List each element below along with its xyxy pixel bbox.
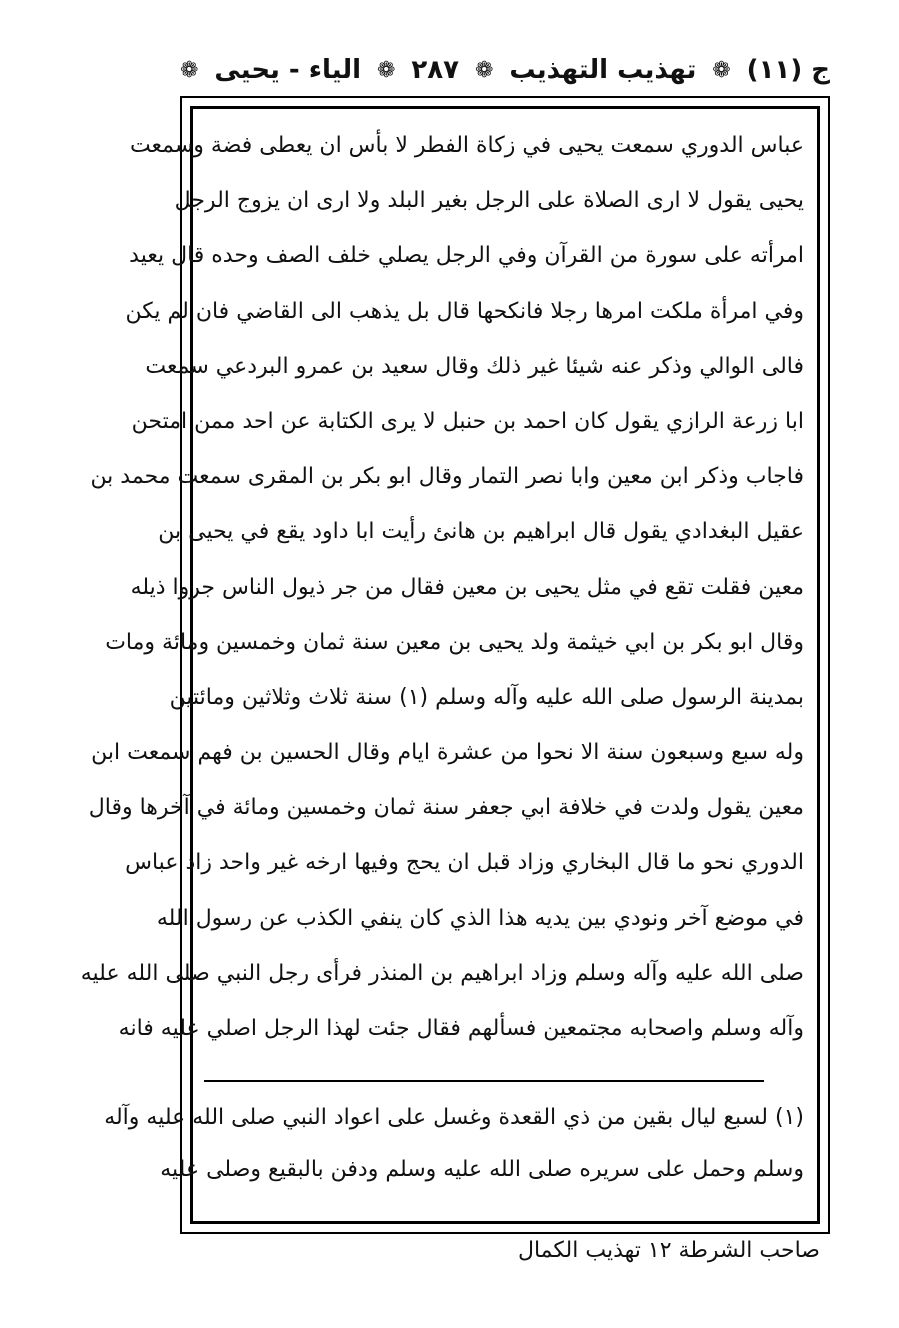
ornament-icon: ❁ [180,57,199,83]
footnote-line: وسلم وحمل على سريره صلى الله عليه وسلم ودفن بالبقيع وصلى عليه [160,1157,804,1182]
page-number: ٢٨٧ [411,55,459,85]
text-line: معين فقلت تقع في مثل يحيى بن معين فقال من جر ذيول الناس جروا ذيله [130,574,804,600]
text-line: الدوري نحو ما قال البخاري وزاد قبل ان يحج وفيها ارخه غير واحد زاد عباس [125,850,804,876]
text-line: وقال ابو بكر بن ابي خيثمة ولد يحيى بن معين سنة ثمان وخمسين ومائة ومات [105,629,804,655]
text-line: وفي امرأة ملكت امرها رجلا فانكحها قال بل يذهب الى القاضي فان لم يكن [125,298,804,324]
footnote-divider [204,1080,764,1082]
text-line: بمدينة الرسول صلى الله عليه وآله وسلم (١) سنة ثلاث وثلاثين ومائتين [169,684,804,710]
main-text [80,118,804,1056]
text-line: عقيل البغدادي يقول قال ابراهيم بن هانئ رأيت ابا داود يقع في يحيى بن [158,519,804,545]
running-header [180,48,830,92]
text-line: امرأته على سورة من القرآن وفي الرجل يصلي خلف الصف وحده قال يعيد [129,243,804,269]
text-line: ابا زرعة الرازي يقول كان احمد بن حنبل لا يرى الكتابة عن احد ممن امتحن [131,408,804,434]
ornament-icon: ❁ [377,57,396,83]
volume-number: ج (١١) [746,55,830,85]
footnote [104,1092,804,1196]
ornament-icon: ❁ [712,57,731,83]
text-line: عباس الدوري سمعت يحيى في زكاة الفطر لا بأس ان يعطى فضة وسمعت [129,133,804,158]
text-line: وله سبع وسبعون سنة الا نحوا من عشرة ايام وقال الحسين بن فهم سمعت ابن [91,740,804,766]
section-title: الياء - يحيى [214,55,362,85]
text-line: يحيى يقول لا ارى الصلاة على الرجل بغير البلد ولا ارى ان يزوج الرجل [174,188,804,214]
text-line: في موضع آخر ونودي بين يديه هذا الذي كان ينفي الكذب عن رسول الله [156,905,804,931]
text-line: فاجاب وذكر ابن معين وابا نصر التمار وقال ابو بكر بن المقرى سمعت محمد بن [90,464,804,490]
text-line: وآله وسلم واصحابه مجتمعين فسألهم فقال جئت لهذا الرجل اصلي عليه فانه [118,1016,804,1041]
text-line: فالى الوالي وذكر عنه شيئا غير ذلك وقال سعيد بن عمرو البردعي سمعت [145,353,804,379]
footnote-line: (١) لسبع ليال بقين من ذي القعدة وغسل على اعواد النبي صلى الله عليه وآله [104,1105,804,1130]
text-line: صلى الله عليه وآله وسلم وزاد ابراهيم بن المنذر فرأى رجل النبي صلى الله عليه [80,960,804,986]
text-line: معين يقول ولدت في خلافة ابي جعفر سنة ثمان وخمسين ومائة في آخرها وقال [88,795,804,821]
book-title: تهذيب التهذيب [509,55,697,85]
below-frame-note: صاحب الشرطة ١٢ تهذيب الكمال [517,1238,820,1263]
ornament-icon: ❁ [474,57,494,83]
